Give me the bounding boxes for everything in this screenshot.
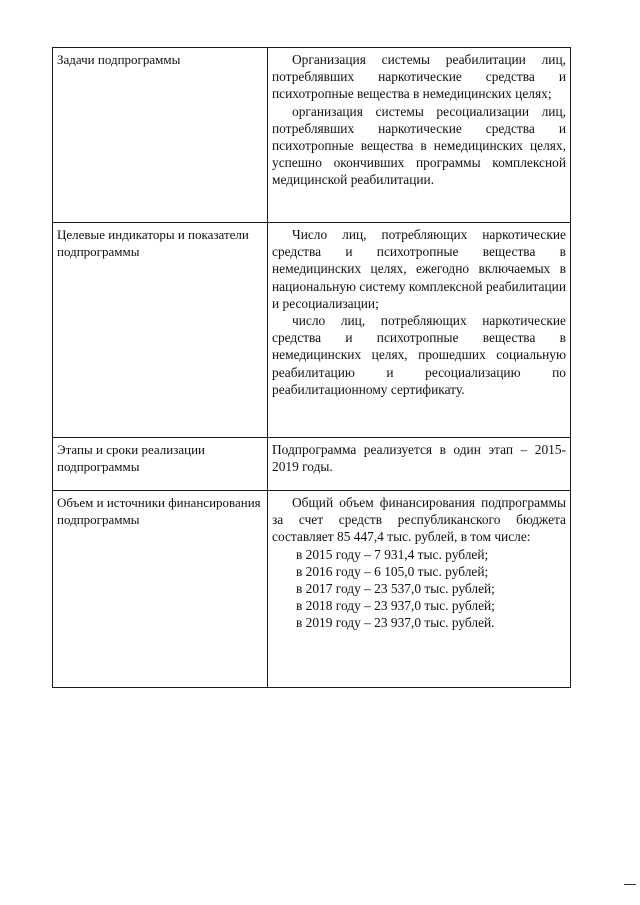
table-row-stages — [53, 438, 571, 491]
content-paragraph: число лиц, потребляющих наркотические средства и психотропные вещества в немедицинских целях, прошедших социальную реабилитацию и ресоциализацию по реабилитационному сертификату. — [272, 313, 566, 397]
subprogram-passport-table — [52, 47, 571, 688]
row-label: Объем и источники финансирования подпрограммы — [53, 491, 268, 688]
content-paragraph: Общий объем финансирования подпрограммы за счет средств республиканского бюджета составляет 85 447,4 тыс. рублей, в том числе: — [272, 495, 566, 545]
table-row-tasks — [53, 48, 571, 223]
row-label: Задачи подпрограммы — [53, 48, 268, 223]
content-paragraph: Число лиц, потребляющих наркотические средства и психотропные вещества в немедицинских целях, ежегодно включаемых в национальную систему комплексной реабилитации и ресоциализации; — [272, 227, 566, 311]
content-paragraph: Подпрограмма реализуется в один этап – 2015-2019 годы. — [272, 442, 566, 475]
list-item: в 2019 году – 23 937,0 тыс. рублей. — [296, 615, 495, 631]
table-row-funding — [53, 491, 571, 688]
row-content — [268, 438, 571, 491]
row-label: Целевые индикаторы и показатели подпрограммы — [53, 223, 268, 438]
table-row-indicators — [53, 223, 571, 438]
page-edge-mark — [624, 884, 636, 885]
row-content — [268, 491, 571, 688]
row-content — [268, 223, 571, 438]
list-item: в 2015 году – 7 931,4 тыс. рублей; — [296, 546, 489, 562]
content-paragraph: Организация системы реабилитации лиц, потреблявших наркотические средства и психотропные вещества в немедицинских целях; — [272, 52, 566, 102]
list-item: в 2017 году – 23 537,0 тыс. рублей; — [296, 581, 495, 597]
row-content — [268, 48, 571, 223]
list-item: в 2018 году – 23 937,0 тыс. рублей; — [296, 598, 495, 614]
funding-by-year-list — [272, 546, 566, 632]
list-item: в 2016 году – 6 105,0 тыс. рублей; — [296, 563, 489, 579]
content-paragraph: организация системы ресоциализации лиц, потреблявших наркотические средства и психотропные вещества в немедицинских целях, успешно окончивших программы комплексной медицинской реабилитации. — [272, 103, 566, 188]
row-label: Этапы и сроки реализации подпрограммы — [53, 438, 268, 491]
